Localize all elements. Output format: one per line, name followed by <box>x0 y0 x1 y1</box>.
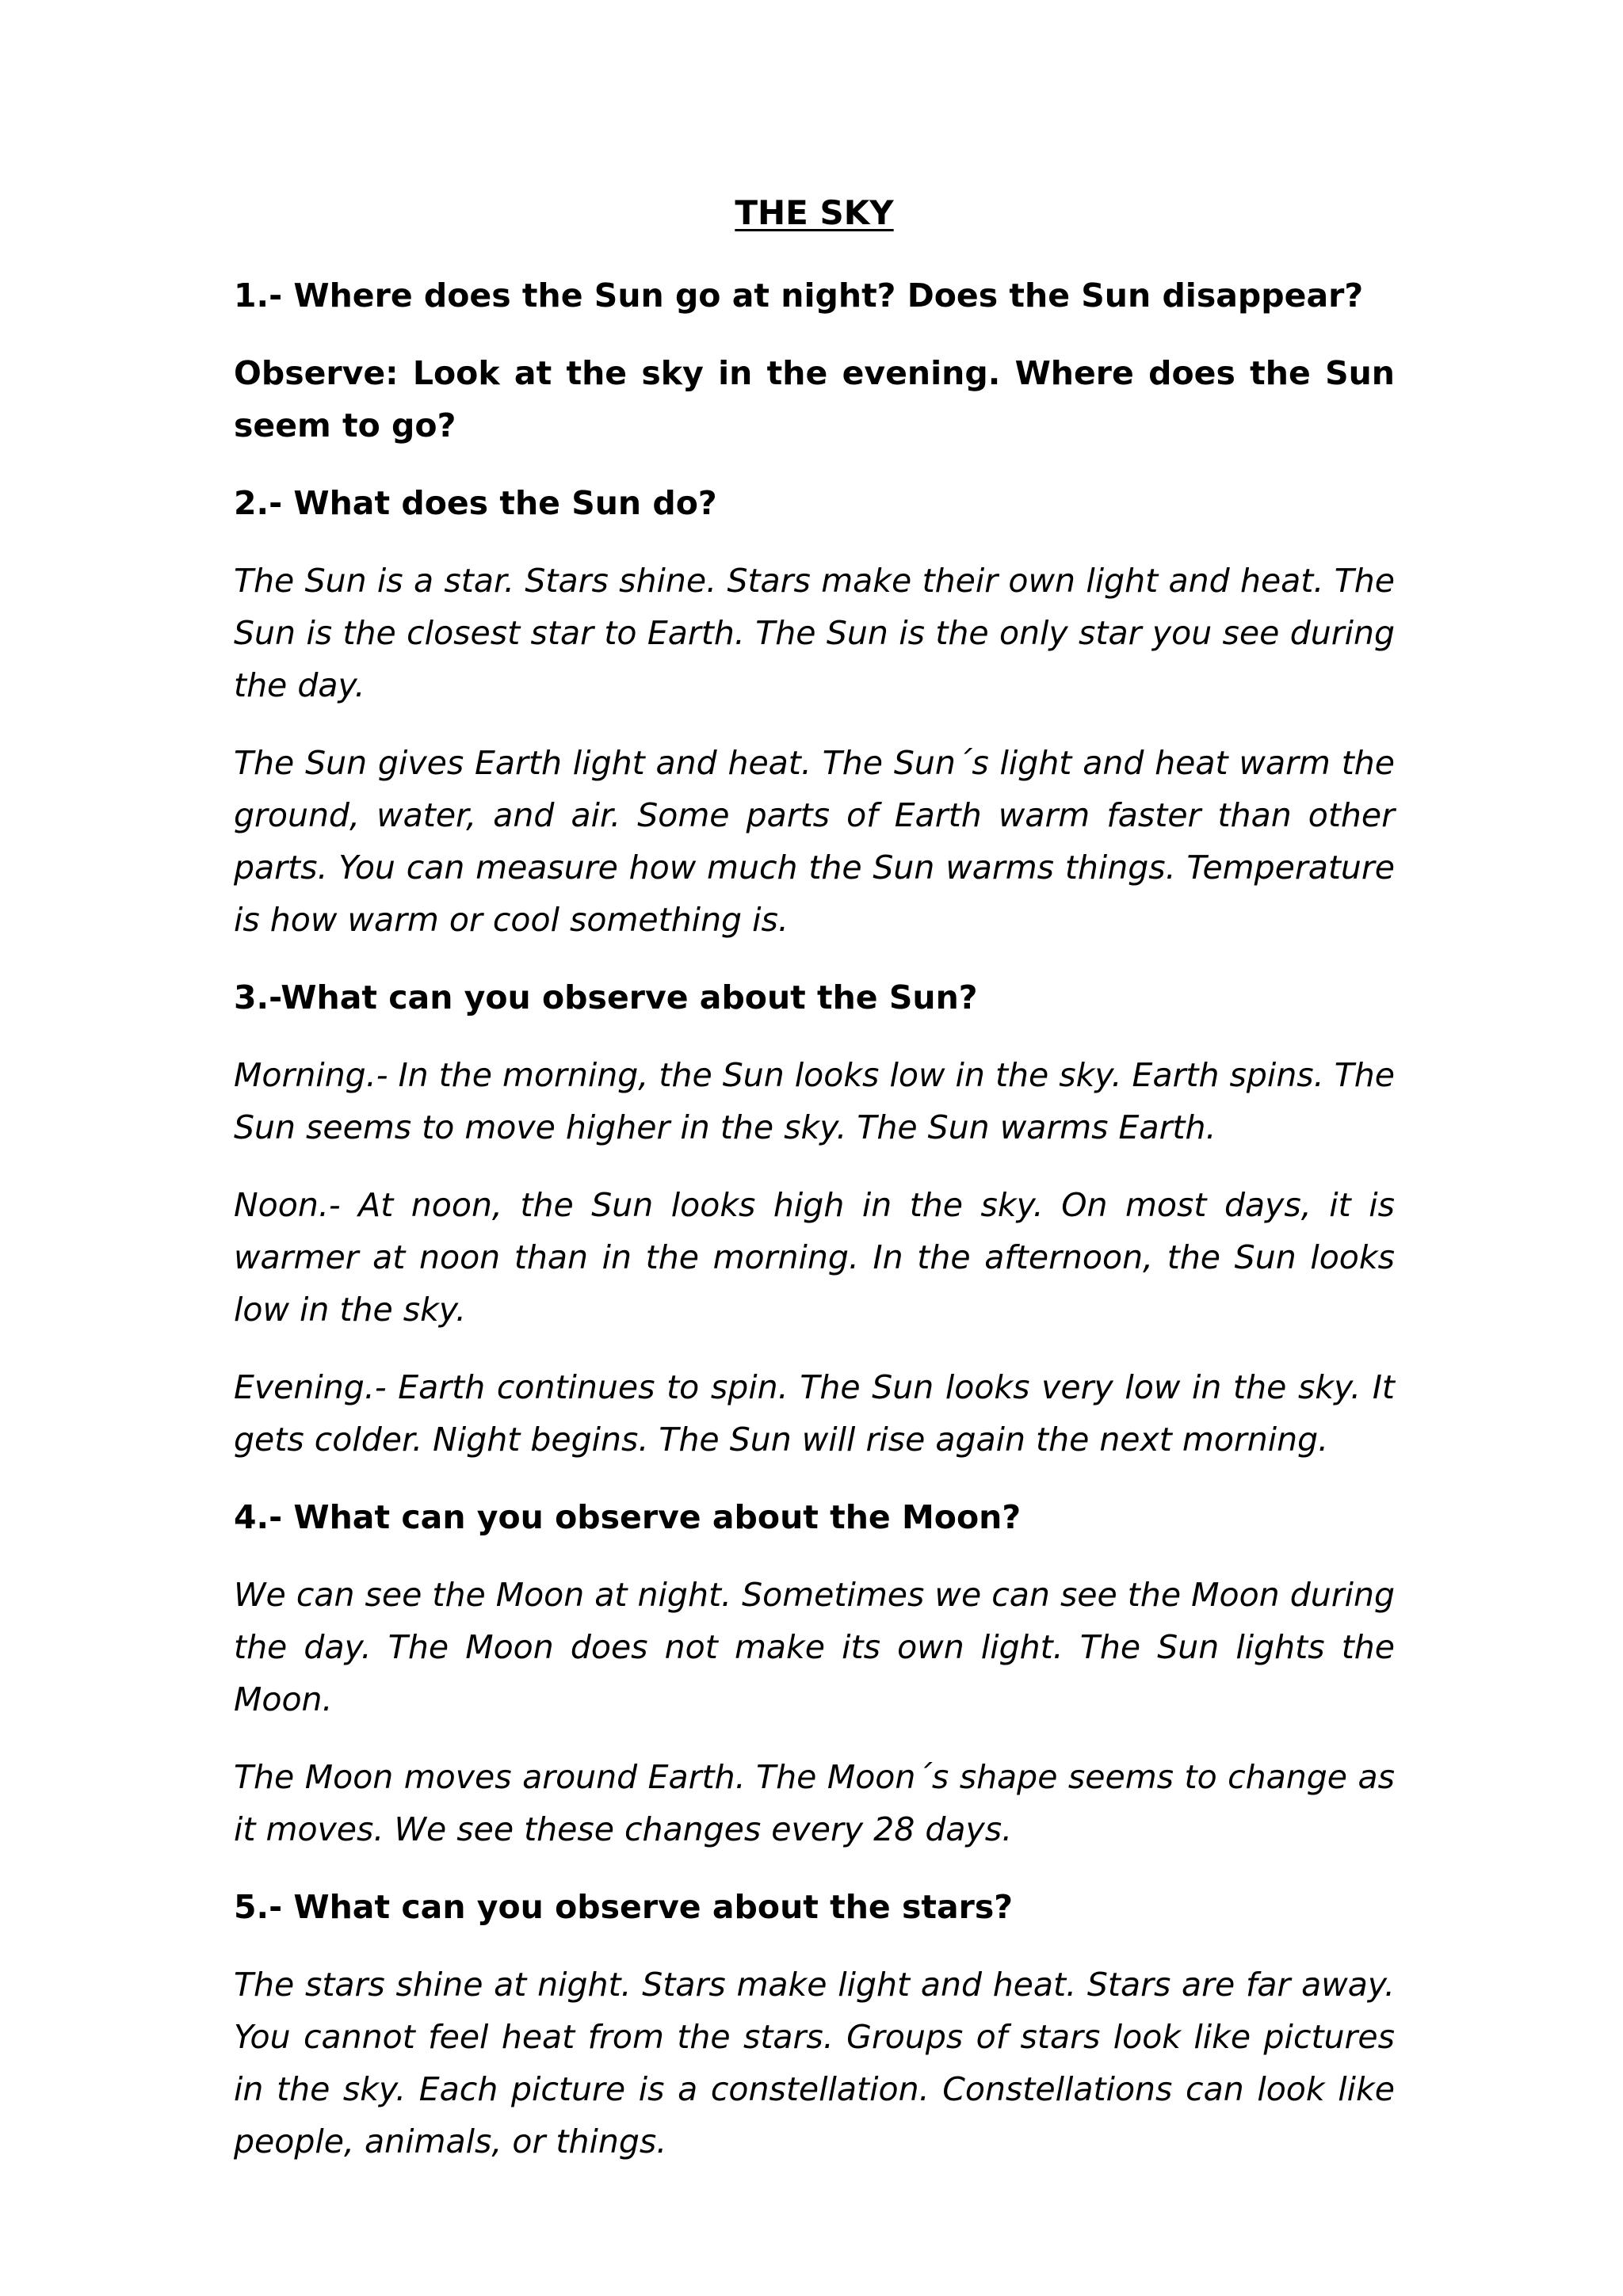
question-1: 1.- Where does the Sun go at night? Does the Sun disappear? <box>234 277 1364 315</box>
paragraph-evening: Evening.- Earth continues to spin. The Sun looks very low in the sky. It gets colder. Night begins. The Sun will rise again the next morning. <box>234 1368 1395 1459</box>
paragraph-moon-shape: The Moon moves around Earth. The Moon´s shape seems to change as it moves. We see these changes every 28 days. <box>234 1758 1395 1849</box>
paragraph-morning: Morning.- In the morning, the Sun looks low in the sky. Earth spins. The Sun seems to move higher in the sky. The Sun warms Earth. <box>234 1056 1395 1147</box>
paragraph-moon-light: We can see the Moon at night. Sometimes we can see the Moon during the day. The Moon does not make its own light. The Sun lights the Moon. <box>234 1576 1395 1719</box>
paragraph-sun-star: The Sun is a star. Stars shine. Stars make their own light and heat. The Sun is the closest star to Earth. The Sun is the only star you see during the day. <box>234 562 1395 705</box>
observe-prompt: Observe: Look at the sky in the evening. Where does the Sun seem to go? <box>234 354 1395 445</box>
question-5: 5.- What can you observe about the stars? <box>234 1888 1014 1927</box>
paragraph-stars: The stars shine at night. Stars make light and heat. Stars are far away. You cannot feel heat from the stars. Groups of stars look like pictures in the sky. Each picture is a constellation. Constellations can look like people, animals, or things. <box>234 1966 1395 2161</box>
paragraph-noon: Noon.- At noon, the Sun looks high in the sky. On most days, it is warmer at noon than in the morning. In the afternoon, the Sun looks low in the sky. <box>234 1186 1395 1329</box>
question-4: 4.- What can you observe about the Moon? <box>234 1498 1022 1537</box>
question-3: 3.-What can you observe about the Sun? <box>234 978 978 1017</box>
document-page <box>234 186 1395 2193</box>
document-title: THE SKY <box>735 193 894 232</box>
question-2: 2.- What does the Sun do? <box>234 484 717 523</box>
paragraph-sun-heat: The Sun gives Earth light and heat. The Sun´s light and heat warm the ground, water, and air. Some parts of Earth warm faster than other parts. You can measure how much the Sun warms things. Temperature is how warm or cool something is. <box>234 744 1395 940</box>
